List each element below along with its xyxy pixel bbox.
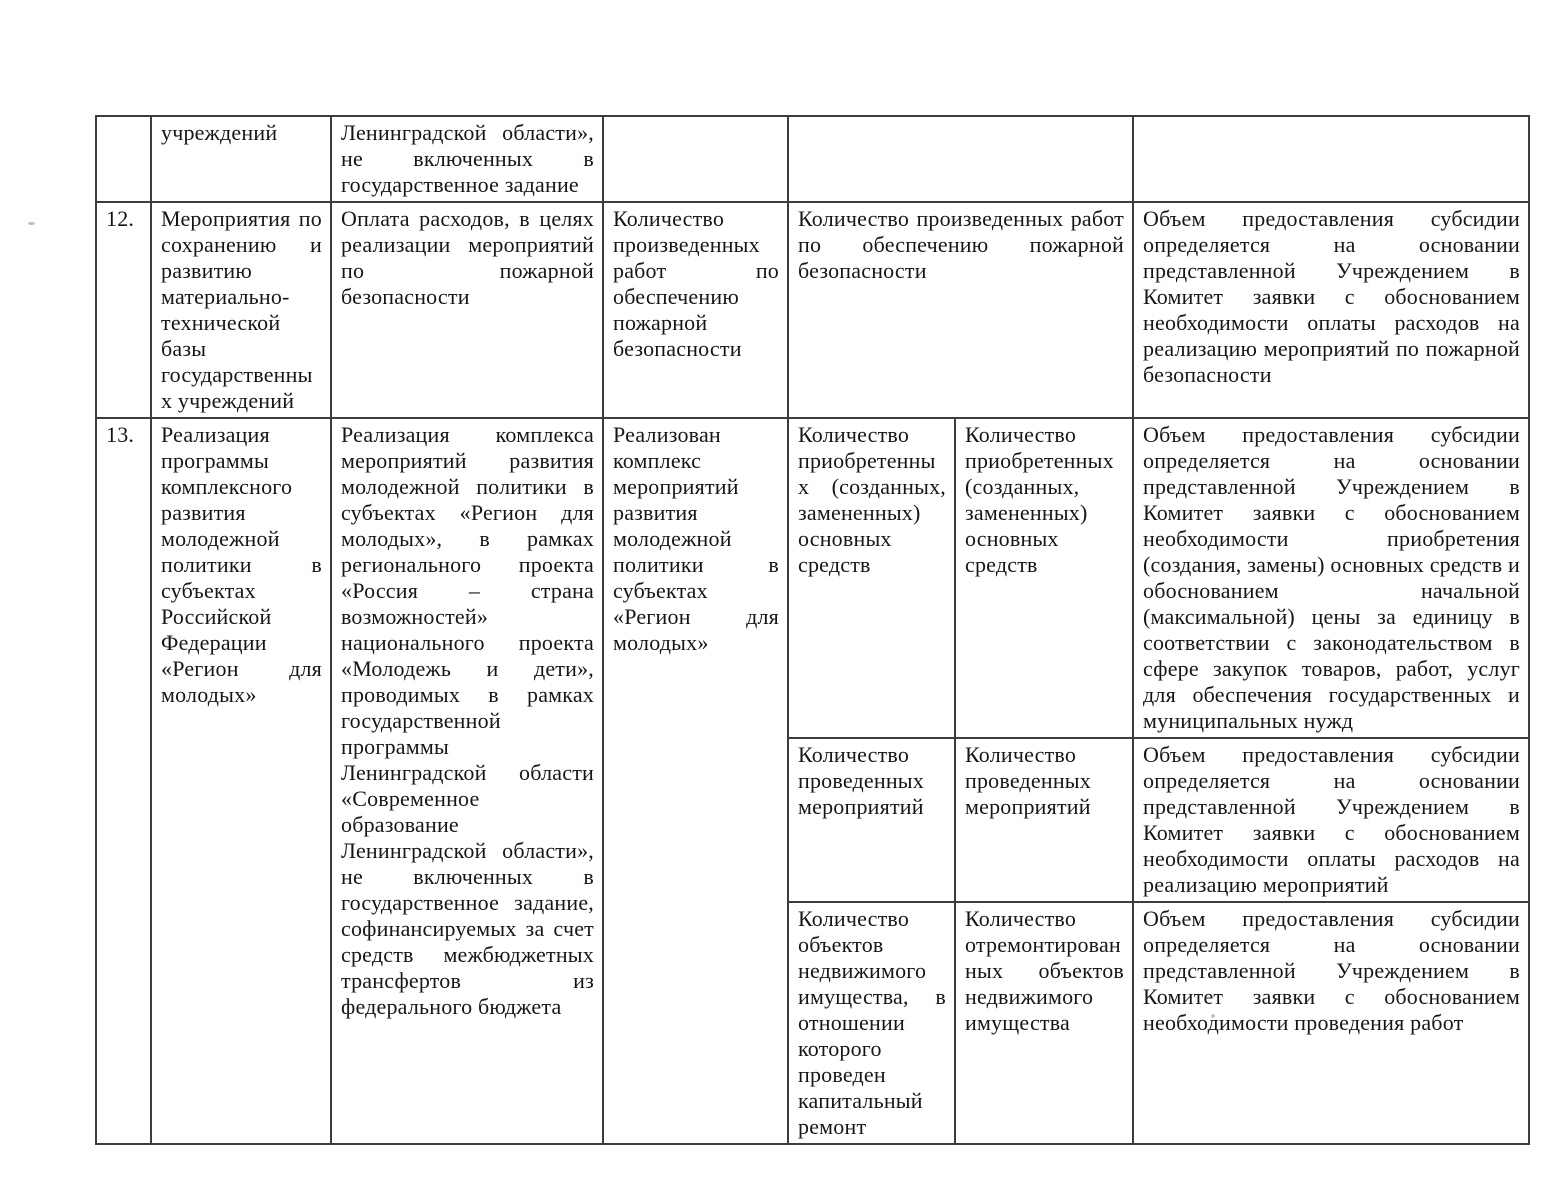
table-row-carryover xyxy=(96,116,1529,202)
cell-row12-num: 12. xyxy=(96,202,151,418)
cell-carryover-activity: учреждений xyxy=(151,116,331,202)
table-row-13-sub1 xyxy=(96,418,1529,738)
cell-row12-volume: Объем предоставления субсидии определяется на основании представленной Учреждением в Комитет заявки с обоснованием необходимости оплаты расходов на реализацию мероприятий по пожарной безопасности xyxy=(1133,202,1529,418)
cell-row13-activity: Реализация программы комплексного развития молодежной политики в субъектах Российской Федерации «Регион для молодых» xyxy=(151,418,331,1144)
cell-row12-description: Оплата расходов, в целях реализации мероприятий по пожарной безопасности xyxy=(331,202,603,418)
cell-row12-result: Количество произведенных работ по обеспечению пожарной безопасности xyxy=(603,202,788,418)
subsidy-table xyxy=(95,115,1530,1145)
cell-carryover-description: Ленинградской области», не включенных в государственное задание xyxy=(331,116,603,202)
cell-row13-sub3-volume: Объем предоставления субсидии определяется на основании представленной Учреждением в Комитет заявки с обоснованием необходимости проведения работ xyxy=(1133,902,1529,1144)
cell-row13-sub1-indicator2: Количество приобретенных (созданных, замененных) основных средств xyxy=(955,418,1133,738)
cell-row13-num: 13. xyxy=(96,418,151,1144)
table-row-12 xyxy=(96,202,1529,418)
scan-artifact-speck xyxy=(28,222,35,225)
cell-row13-result: Реализован комплекс мероприятий развития молодежной политики в субъектах «Регион для молодых» xyxy=(603,418,788,1144)
cell-carryover-volume xyxy=(1133,116,1529,202)
cell-row13-sub1-indicator1: Количество приобретенных (созданных, замененных) основных средств xyxy=(788,418,955,738)
cell-row13-sub1-volume: Объем предоставления субсидии определяется на основании представленной Учреждением в Комитет заявки с обоснованием необходимости приобретения (создания, замены) основных средств и обоснованием начальной (максимальной) цены за единицу в соответствии с законодательством в сфере закупок товаров, работ, услуг для обеспечения государственных и муниципальных нужд xyxy=(1133,418,1529,738)
cell-row13-description: Реализация комплекса мероприятий развития молодежной политики в субъектах «Регион для молодых», в рамках регионального проекта «Россия – страна возможностей» национального проекта «Молодежь и дети», проводимых в рамках государственной программы Ленинградской области «Современное образование Ленинградской области», не включенных в государственное задание, софинансируемых за счет средств межбюджетных трансфертов из федерального бюджета xyxy=(331,418,603,1144)
cell-row12-activity: Мероприятия по сохранению и развитию материально-технической базы государственных учреждений xyxy=(151,202,331,418)
cell-row13-sub2-volume: Объем предоставления субсидии определяется на основании представленной Учреждением в Комитет заявки с обоснованием необходимости оплаты расходов на реализацию мероприятий xyxy=(1133,738,1529,902)
cell-carryover-result xyxy=(603,116,788,202)
cell-row13-sub3-indicator2: Количество отремонтированных объектов недвижимого имущества xyxy=(955,902,1133,1144)
cell-row13-sub3-indicator1: Количество объектов недвижимого имущества, в отношении которого проведен капитальный ремонт xyxy=(788,902,955,1144)
cell-row13-sub2-indicator2: Количество проведенных мероприятий xyxy=(955,738,1133,902)
cell-row12-indicator: Количество произведенных работ по обеспечению пожарной безопасности xyxy=(788,202,1133,418)
cell-carryover-num xyxy=(96,116,151,202)
cell-carryover-indicator xyxy=(788,116,1133,202)
cell-row13-sub2-indicator1: Количество проведенных мероприятий xyxy=(788,738,955,902)
